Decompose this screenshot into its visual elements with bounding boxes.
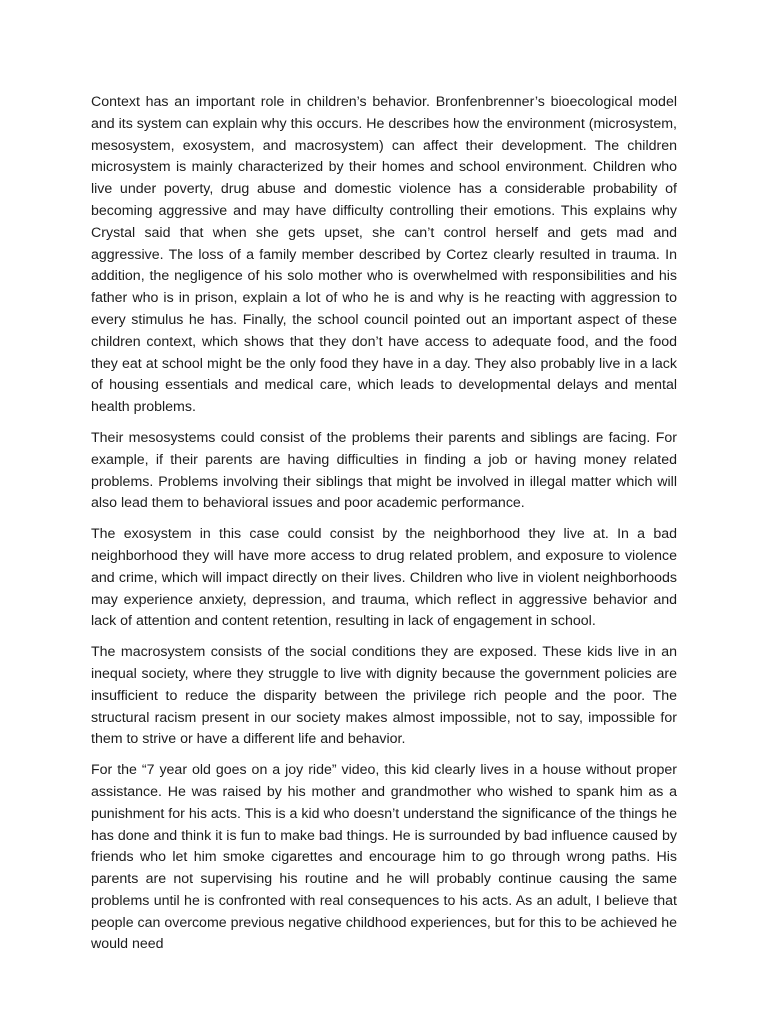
document-body <box>91 92 677 965</box>
paragraph-macrosystem: The macrosystem consists of the social conditions they are exposed. These kids live in an inequal society, where they struggle to live with dignity because the government policies are insufficient to reduce the disparity between the privilege rich people and the poor. The structural racism present in our society makes almost impossible, not to say, impossible for them to strive or have a different life and behavior. <box>91 644 677 748</box>
paragraph-joy-ride-video: For the “7 year old goes on a joy ride” video, this kid clearly lives in a house without proper assistance. He was raised by his mother and grandmother who wished to spank him as a punishment for his acts. This is a kid who doesn’t understand the significance of the things he has done and think it is fun to make bad things. He is surrounded by bad influence caused by friends who let him smoke cigarettes and encourage him to go through wrong paths. His parents are not supervising his routine and he will probably continue causing the same problems until he is confronted with real consequences to his acts. As an adult, I believe that people can overcome previous negative childhood experiences, but for this to be achieved he would need <box>91 762 678 953</box>
paragraph-exosystem: The exosystem in this case could consist by the neighborhood they live at. In a bad neighborhood they will have more access to drug related problem, and exposure to violence and crime, which will impact directly on their lives. Children who live in violent neighborhoods may experience anxiety, depression, and trauma, which reflect in aggressive behavior and lack of attention and content retention, resulting in lack of engagement in school. <box>91 526 677 630</box>
paragraph-context: Context has an important role in children’s behavior. Bronfenbrenner’s bioecological model and its system can explain why this occurs. He describes how the environment (microsystem, mesosystem, exosystem, and macrosystem) can affect their development. The children microsystem is mainly characterized by their homes and school environment. Children who live under poverty, drug abuse and domestic violence has a considerable probability of becoming aggressive and may have difficulty controlling their emotions. This explains why Crystal said that when she gets upset, she can’t control herself and gets mad and aggressive. The loss of a family member described by Cortez clearly resulted in trauma. In addition, the negligence of his solo mother who is overwhelmed with responsibilities and his father who is in prison, explain a lot of who he is and why is he reacting with aggression to every stimulus he has. Finally, the school council pointed out an important aspect of these children context, which shows that they don’t have access to adequate food, and the food they eat at school might be the only food they have in a day. They also probably live in a lack of housing essentials and medical care, which leads to developmental delays and mental health problems. <box>91 94 677 416</box>
paragraph-mesosystem: Their mesosystems could consist of the problems their parents and siblings are facing. For example, if their parents are having difficulties in finding a job or having money related problems. Problems involving their siblings that might be involved in illegal matter which will also lead them to behavioral issues and poor academic performance. <box>91 429 677 512</box>
